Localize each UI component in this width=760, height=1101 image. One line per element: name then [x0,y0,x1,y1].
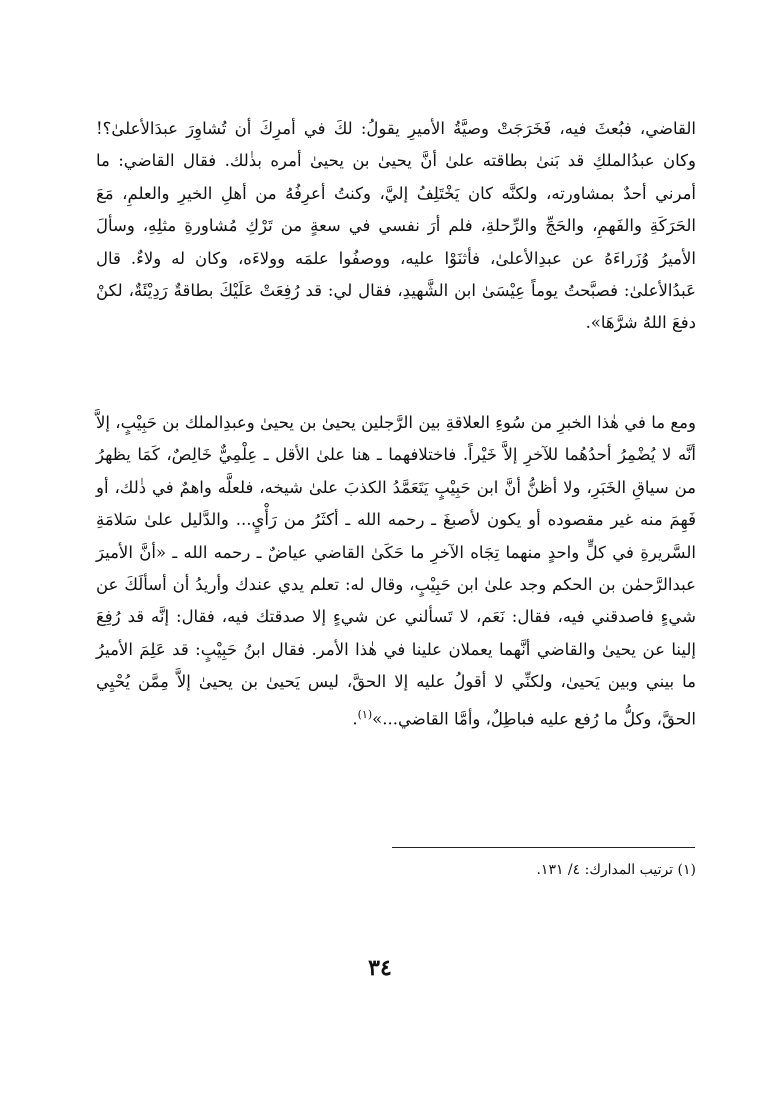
paragraph-2-text: ومع ما في هٰذا الخبرِ من سُوءِ العلاقةِ بين الرَّجلين يحيىٰ بن يحيىٰ وعبدِالملك بن حَبِيْبٍ، إلاَّ أنَّه لا يُضْمِرُ أحدُهُما للآخرِ إلاَّ خَيْراً. فاختلافهما ـ هنا علىٰ الأقل ـ عِلْمِيٌّ خَالِصٌ، كَمَا يظهرُ من سياقِ الخَبَرِ، ولا أظنُّ أنَّ ابن حَبِيْبٍ يَتَعَمَّدُ الكذبَ علىٰ شيخه، فلعلَّه واهمٌ في ذٰلك، أو فَهِمَ منه غير مقصوده أو يكون لأصبغَ ـ رحمه الله ـ أكثَرُ من رَأْيٍ... والدَّليل علىٰ سَلامَةِ السَّريرةِ في كلٍّ واحدٍ منهما تِجَاه الآخرِ ما حَكَىٰ القاضي عياضٌ ـ رحمه الله ـ «أنَّ الأميرَ عبدالرَّحمٰن بن الحكم وجد علىٰ ابن حَبِيْبٍ، وقال له: تعلم يدي عندك وأريدُ أن أسألَكَ عن شيءٍ فاصدقني فيه، فقال: نَعَم، لا تَسألني عن شيءٍ إلا صدقتك فيه، فقال: إنَّه قد رُفِعَ إلينا عن يحيىٰ والقاضي أنَّهما يعملان علينا في هٰذا الأمر. فقال ابنُ حَبِيْبٍ: قد عَلِمَ الأميرُ ما بيني وبين يَحيىٰ، ولكنِّي لا أقولُ عليه إلا الحقَّ، ليس يَحيىٰ بن يحيىٰ إلاَّ مِمَّن يُحْيِي الحقَّ، وكلُّ ما رُفع عليه فباطِلٌ، وأمَّا القاضي...» [96,413,696,729]
footnote: (١) ترتيب المدارك: ٤/ ١٣١. [536,862,696,878]
paragraph-1-text: القاضي، فبُعثَ فيه، فَخَرَجَتْ وصيَّةُ الأميرِ يقولُ: لكَ في أمرِكَ أن تُشاوِرَ عبدَالأعلىٰ؟! وكان عبدُالملكِ قد بَنىٰ بطاقته علىٰ أنَّ يحيىٰ بن يحيىٰ أمره بذٰلك. فقال القاضي: ما أمرني أحدٌ بمشاورته، ولكنَّه كان يَخْتَلِفُ إليَّ، وكنتُ أعرِفُهُ من أهلِ الخيرِ والعلمِ، مَعَ الحَرَكَةِ والفَهمِ، والحَجِّ والرِّحلةِ، فلم أرَ نفسي في سعةٍ من تَرْكِ مُشاورةِ مثلِهِ، وسألَ الأميرُ وُزَراءَهُ عن عبدِالأعلىٰ، فأثنَوْا عليه، ووصفُوا علمَه وولاءَه، وكان له ولاءٌ. قال عَبدُالأعلىٰ: فصبَّحتُ يوماً عِيْسَىٰ ابن الشَّهيدِ، فقال لي: قد رُفِعَتْ عَلَيْكَ بطاقةٌ رَدِيْئَةٌ، لكنْ دفعَ اللهُ شرَّهَا». [96,119,696,333]
page-number: ٣٤ [368,955,392,981]
footnote-reference: (١) [357,707,373,721]
body-paragraph-1 [96,113,696,340]
body-paragraph-2: ومع ما في هٰذا الخبرِ من سُوءِ العلاقةِ بين الرَّجلين يحيىٰ بن يحيىٰ وعبدِالملك بن حَبِيْبٍ، إلاَّ أنَّه لا يُضْمِرُ أحدُهُما للآخرِ إلاَّ خَيْراً. فاختلافهما ـ هنا علىٰ الأقل ـ عِلْمِيٌّ خَالِصٌ، كَمَا يظهرُ من سياقِ الخَبَرِ، ولا أظنُّ أنَّ ابن حَبِيْبٍ يَتَعَمَّدُ الكذبَ علىٰ شيخه، فلعلَّه واهمٌ في ذٰلك، أو فَهِمَ منه غير مقصوده أو يكون لأصبغَ ـ رحمه الله ـ أكثَرُ من رَأْيٍ... والدَّليل علىٰ سَلامَةِ السَّريرةِ في كلٍّ واحدٍ منهما تِجَاه الآخرِ ما حَكَىٰ القاضي عياضٌ ـ رحمه الله ـ «أنَّ الأميرَ عبدالرَّحمٰن بن الحكم وجد علىٰ ابن حَبِيْبٍ، وقال له: تعلم يدي عندك وأريدُ أن أسألَكَ عن شيءٍ فاصدقني فيه، فقال: نَعَم، لا تَسألني عن شيءٍ إلا صدقتك فيه، فقال: إنَّه قد رُفِعَ إلينا عن يحيىٰ والقاضي أنَّهما يعملان علينا في هٰذا الأمر. فقال ابنُ حَبِيْبٍ: قد عَلِمَ الأميرُ ما بيني وبين يَحيىٰ، ولكنِّي لا أقولُ عليه إلا الحقَّ، ليس يَحيىٰ بن يحيىٰ إلاَّ مِمَّن يُحْيِي الحقَّ، وكلُّ ما رُفع عليه فباطِلٌ، وأمَّا القاضي...»$^{(١)}$. [96,413,696,729]
footnote-separator [392,847,695,848]
